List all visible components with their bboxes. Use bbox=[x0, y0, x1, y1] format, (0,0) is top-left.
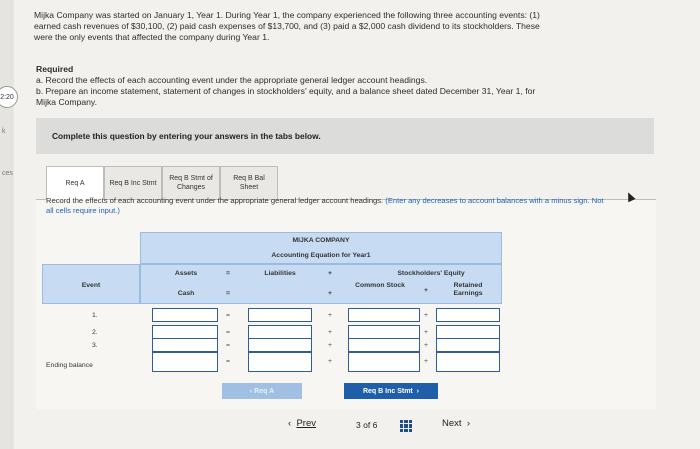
tab-req-a[interactable]: Req A bbox=[46, 166, 104, 200]
row-1-cash-input[interactable] bbox=[152, 308, 218, 322]
equals-sub-header: = bbox=[226, 290, 230, 297]
tab-req-b-stmt-changes[interactable]: Req B Stmt of Changes bbox=[162, 166, 220, 200]
row-3-cash-input[interactable] bbox=[152, 338, 218, 352]
panel-instruction bbox=[46, 196, 606, 216]
row-2-retained-earnings-input[interactable] bbox=[436, 325, 500, 339]
page-indicator bbox=[356, 420, 377, 430]
page-current: 3 bbox=[356, 420, 361, 430]
prompt-line-1: Mijka Company was started on January 1, Year 1. During Year 1, the company experienced the following three accounting events: (1) bbox=[34, 10, 540, 20]
cash-header: Cash bbox=[177, 290, 195, 297]
row-3-equals: = bbox=[226, 342, 230, 349]
prompt-line-3: were the only events that affected the company during Year 1. bbox=[34, 32, 270, 42]
row-2-plus: + bbox=[328, 329, 332, 336]
row-1-common-stock-input[interactable] bbox=[348, 308, 420, 322]
row-1-label: 1. bbox=[92, 312, 98, 319]
equals-header: = bbox=[226, 270, 230, 277]
tab-req-b-inc-stmt[interactable]: Req B Inc Stmt bbox=[104, 166, 162, 200]
side-mark-top: ces bbox=[2, 170, 13, 177]
accounting-equation-table bbox=[42, 232, 502, 375]
ending-plus-equity: + bbox=[424, 358, 428, 365]
row-2-liabilities-input[interactable] bbox=[248, 325, 312, 339]
next-tab-button[interactable] bbox=[344, 383, 438, 399]
page-grid-icon[interactable] bbox=[400, 420, 412, 432]
prev-tab-chevron-icon: ‹ bbox=[249, 387, 255, 395]
next-chevron-icon: › bbox=[461, 418, 470, 429]
ending-balance-label: Ending balance bbox=[46, 362, 93, 369]
required-b-line-2: Mijka Company. bbox=[36, 97, 97, 107]
row-2-equals: = bbox=[226, 329, 230, 336]
panel-instruction-hint: (Enter any decreases to account balances with a minus sign. Not all cells require input.) bbox=[46, 196, 604, 215]
prev-label: Prev bbox=[296, 418, 316, 429]
row-3-retained-earnings-input[interactable] bbox=[436, 338, 500, 352]
row-1-liabilities-input[interactable] bbox=[248, 308, 312, 322]
liabilities-header: Liabilities bbox=[264, 270, 296, 277]
prompt-line-2: earned cash revenues of $30,100, (2) paid cash expenses of $13,700, and (3) paid a $2,000 cash dividend to its stockholders. These bbox=[34, 21, 540, 31]
row-3-plus: + bbox=[328, 342, 332, 349]
table-company: MIJKA COMPANY bbox=[292, 237, 350, 244]
next-label: Next bbox=[442, 418, 462, 429]
retained-earnings-header: Retained Earnings bbox=[453, 282, 483, 297]
row-2-cash-input[interactable] bbox=[152, 325, 218, 339]
required-b-line-1: b. Prepare an income statement, statement of changes in stockholders' equity, and a balance sheet dated December 31, Year 1, for bbox=[36, 86, 536, 96]
assets-header: Assets bbox=[174, 270, 198, 277]
question-prompt bbox=[34, 10, 654, 43]
plus-equity-header: + bbox=[424, 287, 428, 294]
plus-sub-header: + bbox=[328, 290, 332, 297]
timer-badge: 2:20 bbox=[0, 86, 18, 108]
event-header: Event bbox=[81, 282, 101, 289]
left-strip bbox=[0, 0, 14, 449]
required-title: Required bbox=[36, 64, 74, 74]
table-subtitle: Accounting Equation for Year1 bbox=[271, 252, 371, 259]
panel-instruction-text: Record the effects of each accounting event under the appropriate general ledger account headings. bbox=[46, 196, 384, 205]
ending-equals: = bbox=[226, 358, 230, 365]
instruction-banner: Complete this question by entering your answers in the tabs below. bbox=[36, 118, 654, 154]
row-1-equals: = bbox=[226, 312, 230, 319]
row-2-common-stock-input[interactable] bbox=[348, 325, 420, 339]
row-1-retained-earnings-input[interactable] bbox=[436, 308, 500, 322]
equity-header: Stockholders' Equity bbox=[397, 270, 465, 277]
page-of: of bbox=[363, 420, 371, 430]
prev-page-button[interactable] bbox=[288, 418, 316, 429]
prev-tab-button[interactable] bbox=[222, 383, 302, 399]
row-1-plus-equity: + bbox=[424, 312, 428, 319]
row-3-common-stock-input[interactable] bbox=[348, 338, 420, 352]
next-tab-label: Req B Inc Stmt bbox=[362, 387, 413, 395]
row-3-liabilities-input[interactable] bbox=[248, 338, 312, 352]
ending-retained-earnings-input[interactable] bbox=[436, 352, 500, 372]
page-total: 6 bbox=[372, 420, 378, 430]
tab-req-b-bal-sheet[interactable]: Req B Bal Sheet bbox=[220, 166, 278, 200]
next-tab-chevron-icon: › bbox=[412, 387, 420, 395]
ending-cash-input[interactable] bbox=[152, 352, 218, 372]
row-3-plus-equity: + bbox=[424, 342, 428, 349]
side-mark-mid: k bbox=[2, 128, 6, 135]
required-a: a. Record the effects of each accounting event under the appropriate general ledger account headings. bbox=[36, 75, 428, 85]
common-stock-header: Common Stock bbox=[355, 282, 405, 289]
row-2-plus-equity: + bbox=[424, 329, 428, 336]
next-page-button[interactable] bbox=[442, 418, 470, 429]
ending-common-stock-input[interactable] bbox=[348, 352, 420, 372]
ending-plus: + bbox=[328, 358, 332, 365]
row-1-plus: + bbox=[328, 312, 332, 319]
ending-liabilities-input[interactable] bbox=[248, 352, 312, 372]
prev-tab-label: Req A bbox=[254, 387, 275, 395]
row-2-label: 2. bbox=[92, 329, 98, 336]
tab-bar bbox=[46, 166, 278, 200]
row-3-label: 3. bbox=[92, 342, 98, 349]
prev-chevron-icon: ‹ bbox=[288, 418, 297, 429]
plus-header: + bbox=[328, 270, 332, 277]
